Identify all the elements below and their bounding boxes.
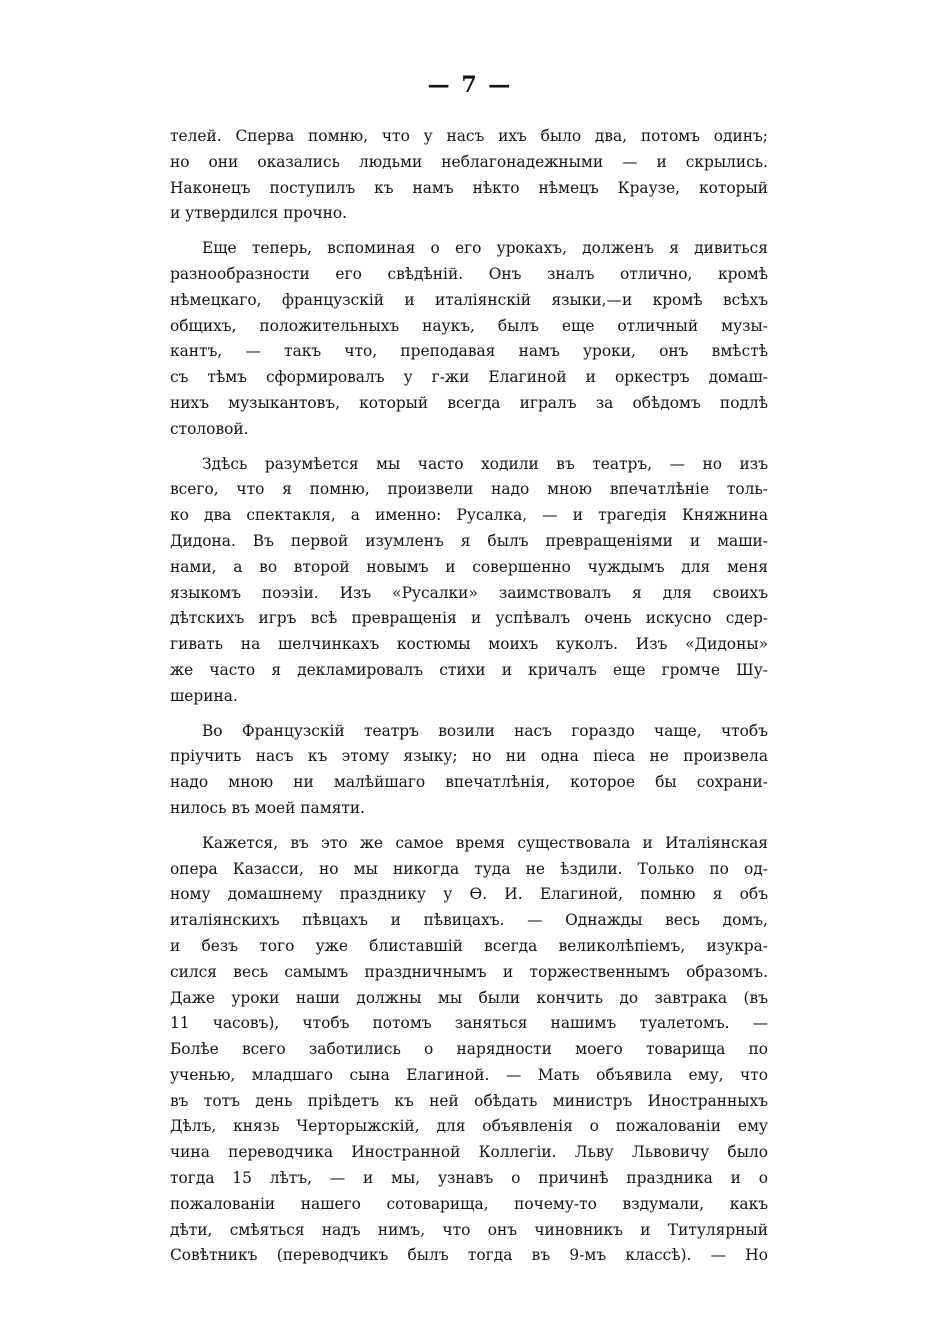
text-line: но они оказались людьми неблагонадежными — и скрылись. [170,152,768,171]
text-line: надо мною ни малѣйшаго впечатлѣнія, которое бы сохрани- [170,773,768,792]
text-line: Дѣлъ, князь Черторыжскій, для объявленія о пожалованіи ему [170,1117,768,1136]
text-line: чина переводчика Иностранной Коллегіи. Льву Львовичу было [170,1143,768,1162]
text-line: тогда 15 лѣтъ, — и мы, узнавъ о причинѣ праздника и о [170,1169,768,1188]
text-line: Даже уроки наши должны мы были кончить до завтрака (въ [170,988,768,1007]
text-line: Дидона. Въ первой изумленъ я былъ превращеніями и маши- [170,531,768,550]
paragraph-2 [170,236,768,442]
text-line: же часто я декламировалъ стихи и кричалъ еще громче Шу- [170,660,768,679]
text-line: всего, что я помню, произвели надо мною впечатлѣніе толь- [170,480,768,499]
text-line: 11 часовъ), чтобъ потомъ заняться нашимъ туалетомъ. — [170,1014,768,1033]
text-line: италіянскихъ пѣвцахъ и пѣвицахъ. — Однажды весь домъ, [170,911,768,930]
text-line: пожалованіи нашего сотоварища, почему-то вздумали, какъ [170,1194,768,1213]
text-line: языкомъ поэзіи. Изъ «Русалки» заимствовалъ я для своихъ [170,583,768,602]
text-line: шерина. [170,686,238,705]
text-line: столовой. [170,419,249,438]
text-line: нами, а во второй новымъ и совершенно чуждымъ для меня [170,557,768,576]
text-line: дѣти, смѣяться надъ нимъ, что онъ чиновникъ и Титулярный [170,1220,768,1239]
paragraph-1 [170,124,768,227]
text-line: кантъ, — такъ что, преподавая намъ уроки, онъ вмѣстѣ [170,342,768,361]
paragraph-4 [170,719,768,822]
text-line: дѣтскихъ игръ всѣ превращенія и успѣвалъ очень искусно сдер- [170,609,768,628]
text-line: опера Казасси, но мы никогда туда не ѣздили. Только по од- [170,859,768,878]
text-line: гивать на шелчинкахъ костюмы моихъ куколъ. Изъ «Дидоны» [170,635,768,654]
text-line: Во Французскій театръ возили насъ гораздо чаще, чтобъ [202,721,768,740]
text-line: нѣмецкаго, французскій и италіянскій языки,—и кромѣ всѣхъ [170,290,768,309]
text-line: Совѣтникъ (переводчикъ былъ тогда въ 9-мъ классѣ). — Но [170,1246,768,1265]
text-line: нихъ музыкантовъ, который всегда игралъ за обѣдомъ подлѣ [170,393,768,412]
text-line: нилось въ моей памяти. [170,798,366,817]
text-line: Наконецъ поступилъ къ намъ нѣкто нѣмецъ Краузе, который [170,178,768,197]
text-line: Болѣе всего заботились о нарядности моего товарища по [170,1040,768,1059]
text-line: общихъ, положительныхъ наукъ, былъ еще отличный музы- [170,316,768,335]
text-line: сился весь самымъ праздничнымъ и торжественнымъ образомъ. [170,962,768,981]
text-line: ко два спектакля, а именно: Русалка, — и трагедія Княжнина [170,506,768,525]
page-text [170,124,768,1269]
text-line: Кажется, въ это же самое время существовала и Италіянская [202,833,768,852]
text-line: и безъ того уже блиставшій всегда великолѣпіемъ, изукра- [170,936,768,955]
text-line: разнообразности его свѣдѣній. Онъ зналъ отлично, кромѣ [170,264,768,283]
text-line: ному домашнему празднику у Ѳ. И. Елагиной, помню я объ [170,885,768,904]
text-line: съ тѣмъ сформировалъ у г-жи Елагиной и оркестръ домаш- [170,368,768,387]
paragraph-5 [170,831,768,1270]
text-line: Еще теперь, вспоминая о его урокахъ, долженъ я дивиться [202,239,768,258]
text-line: въ тотъ день пріѣдетъ къ ней обѣдать министръ Иностранныхъ [170,1091,768,1110]
text-line: и утвердился прочно. [170,204,348,223]
page-number: — 7 — [427,72,513,98]
text-line: пріучить насъ къ этому языку; но ни одна піеса не произвела [170,747,768,766]
text-line: ученью, младшаго сына Елагиной. — Мать объявила ему, что [170,1065,768,1084]
text-line: телей. Сперва помню, что у насъ ихъ было два, потомъ одинъ; [170,127,768,145]
text-line: Здѣсь разумѣется мы часто ходили въ театръ, — но изъ [202,454,768,473]
paragraph-3 [170,452,768,710]
